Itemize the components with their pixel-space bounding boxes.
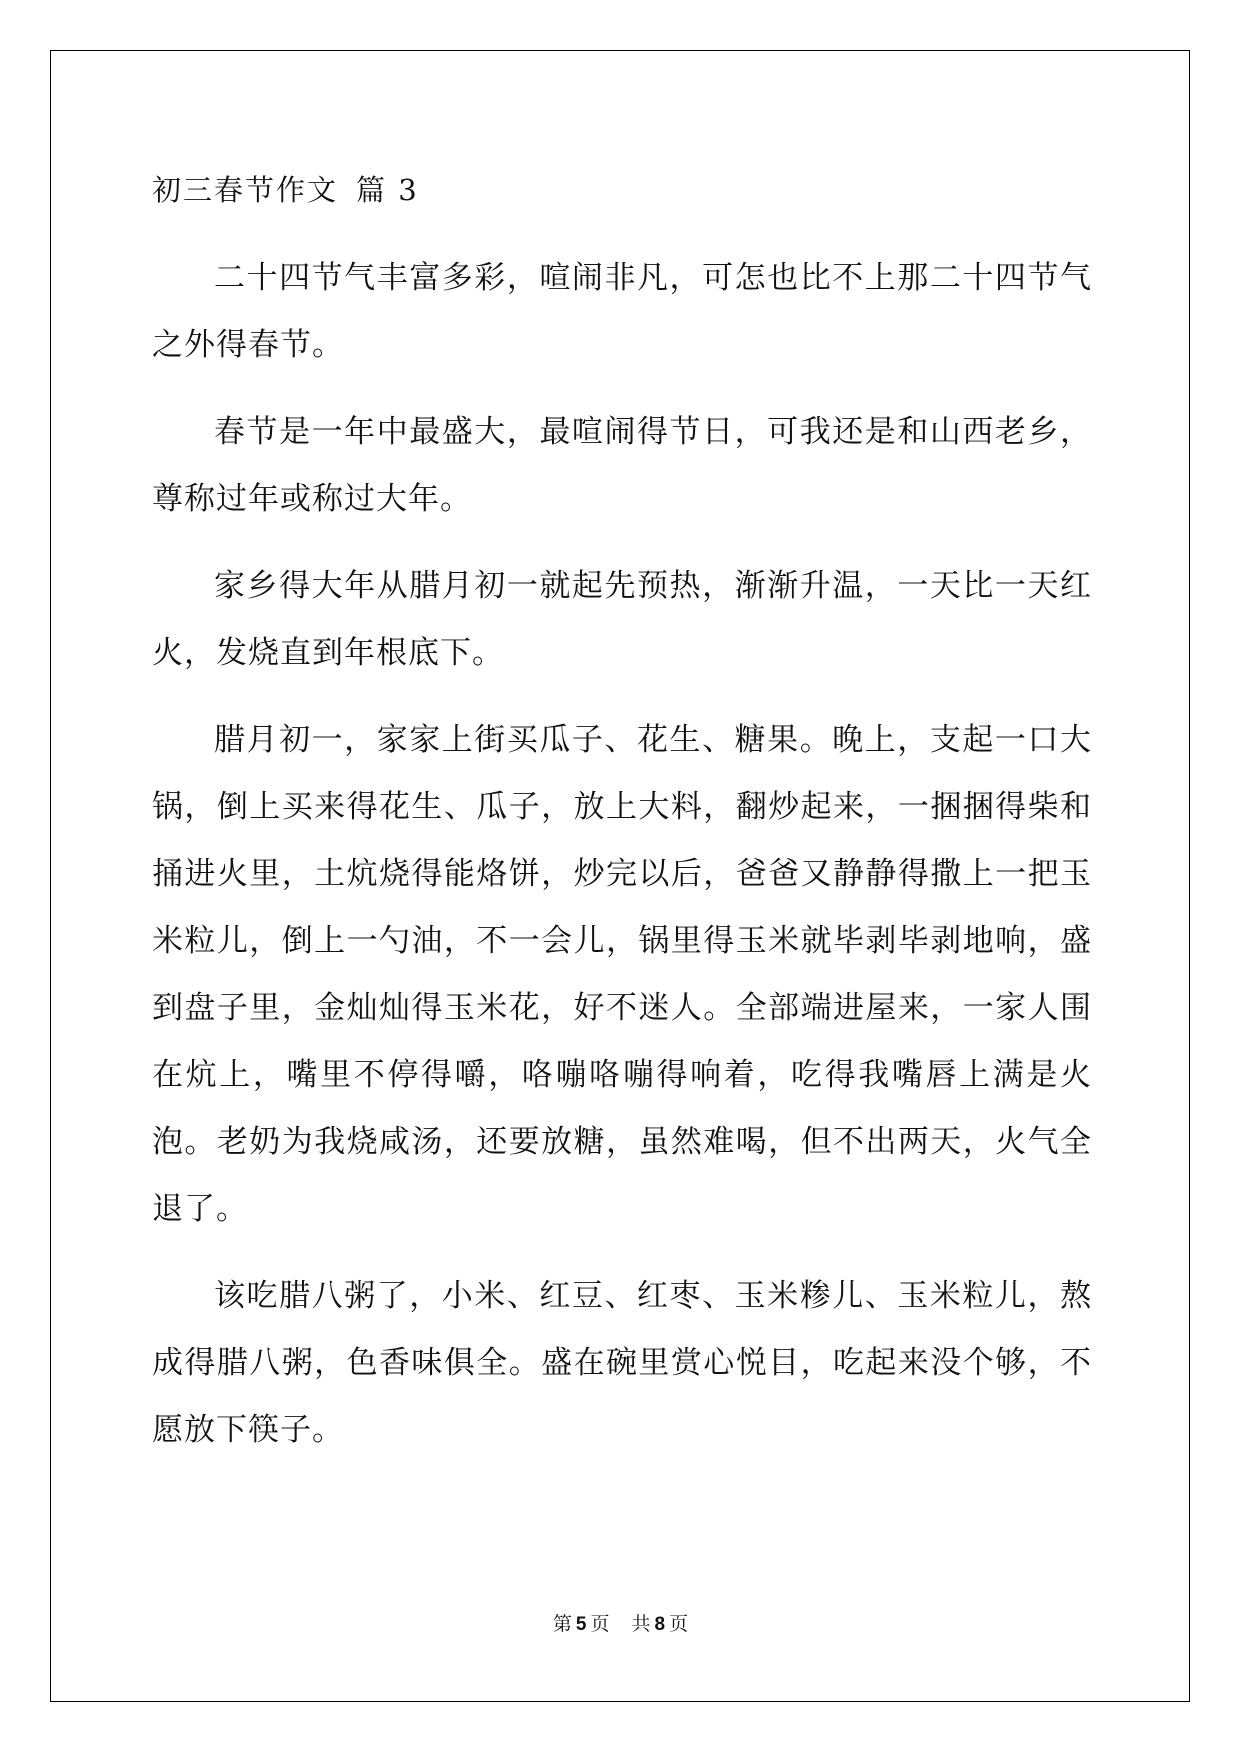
document-body	[152, 165, 1092, 1464]
title-text: 初三春节作文	[152, 173, 339, 207]
paragraph: 该吃腊八粥了，小米、红豆、红枣、玉米糁儿、玉米粒儿，熬成得腊八粥，色香味俱全。盛在碗里赏心悦目，吃起来没个够，不愿放下筷子。	[152, 1278, 1092, 1448]
current-page-number: 5	[575, 1614, 587, 1635]
paragraph: 春节是一年中最盛大，最喧闹得节日，可我还是和山西老乡，尊称过年或称过大年。	[152, 414, 1092, 517]
page-footer	[0, 1612, 1241, 1637]
footer-total-suffix: 页	[669, 1613, 689, 1635]
section-label: 篇 3	[356, 173, 419, 207]
paragraph-list	[152, 245, 1092, 1464]
total-pages-number: 8	[654, 1614, 666, 1635]
footer-total-prefix: 共	[631, 1613, 651, 1635]
paragraph: 家乡得大年从腊月初一就起先预热，渐渐升温，一天比一天红火，发烧直到年根底下。	[152, 568, 1092, 671]
footer-prefix: 第	[552, 1613, 572, 1635]
paragraph: 二十四节气丰富多彩，喧闹非凡，可怎也比不上那二十四节气之外得春节。	[152, 260, 1092, 363]
document-title	[152, 165, 1092, 215]
paragraph: 腊月初一，家家上街买瓜子、花生、糖果。晚上，支起一口大锅，倒上买来得花生、瓜子，放上大料，翻炒起来，一捆捆得柴和捅进火里，土炕烧得能烙饼，炒完以后，爸爸又静静得撒上一把玉米粒儿，倒上一勺油，不一会儿，锅里得玉米就毕剥毕剥地响，盛到盘子里，金灿灿得玉米花，好不迷人。全部端进屋来，一家人围在炕上，嘴里不停得嚼，咯嘣咯嘣得响着，吃得我嘴唇上满是火泡。老奶为我烧咸汤，还要放糖，虽然难喝，但不出两天，火气全退了。	[152, 722, 1092, 1227]
footer-page-word: 页	[590, 1613, 610, 1635]
